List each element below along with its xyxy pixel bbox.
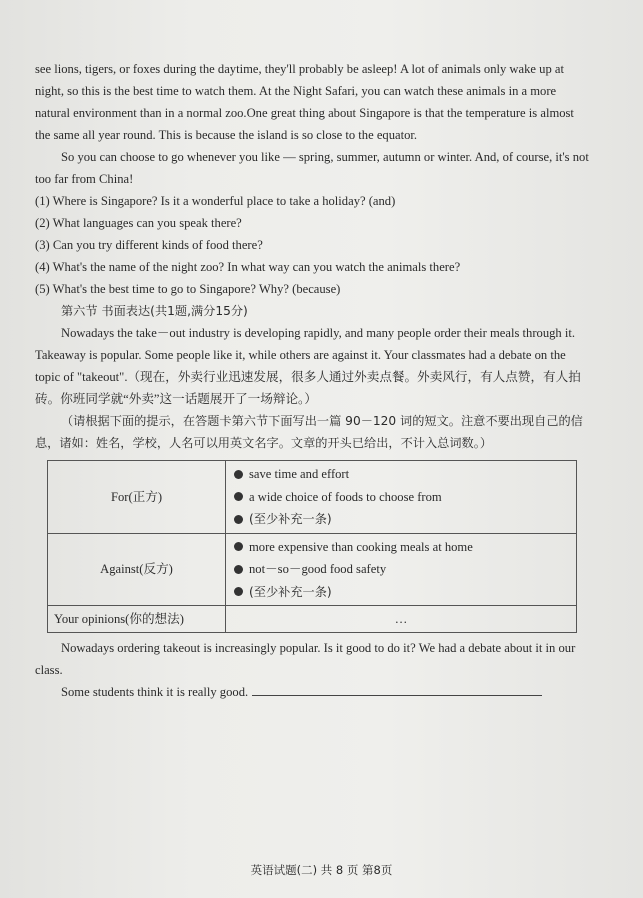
essay-start-2: Some students think it is really good.: [35, 681, 590, 703]
table-row-opinion: [48, 606, 577, 633]
table-row-for: [48, 461, 577, 534]
for-point: save time and effort: [234, 463, 568, 486]
against-points: [226, 533, 577, 606]
for-point: a wide choice of foods to choose from: [234, 486, 568, 509]
opinion-label: Your opinions(你的想法): [48, 606, 226, 633]
question-4: (4) What's the name of the night zoo? In what way can you watch the animals there?: [35, 260, 461, 274]
bullet-icon: [234, 565, 243, 574]
page-content: [35, 58, 590, 703]
essay-start-1: Nowadays ordering takeout is increasingly popular. Is it good to do it? We had a debate about it in our class.: [35, 641, 576, 677]
for-label: For(正方): [48, 461, 226, 534]
bullet-icon: [234, 492, 243, 501]
question-2: (2) What languages can you speak there?: [35, 216, 242, 230]
for-point: (至少补充一条): [234, 508, 568, 531]
question-5: (5) What's the best time to go to Singapore? Why? (because): [35, 282, 341, 296]
bullet-icon: [234, 515, 243, 524]
bullet-icon: [234, 587, 243, 596]
for-points: [226, 461, 577, 534]
writing-instructions: （请根据下面的提示，在答题卡第六节下面写出一篇 90－120 词的短文。注意不要出现自己的信息，诸如：姓名，学校，人名可以用英文名字。文章的开头已给出，不计入总词数。）: [35, 414, 583, 450]
writing-intro: Nowadays the take－out industry is developing rapidly, and many people order their meals through it. Takeaway is popular. Some people like it, while others are against it. Your classmates had a debate on the topic of "takeout".（现在，外卖行业迅速发展，很多人通过外卖点餐。外卖风行，有人点赞，有人拍砖。你班同学就“外卖”这一话题展开了一场辩论。）: [35, 326, 581, 406]
against-point: (至少补充一条): [234, 581, 568, 604]
passage-paragraph-2: So you can choose to go whenever you like — spring, summer, autumn or winter. And, of course, it's not too far from China!: [35, 150, 589, 186]
question-3: (3) Can you try different kinds of food there?: [35, 238, 263, 252]
question-1: (1) Where is Singapore? Is it a wonderful place to take a holiday? (and): [35, 194, 396, 208]
debate-table: [47, 460, 577, 633]
page-footer: 英语试题(二) 共 8 页 第8页: [250, 863, 393, 877]
table-row-against: [48, 533, 577, 606]
against-point: not－so－good food safety: [234, 558, 568, 581]
against-label: Against(反方): [48, 533, 226, 606]
section-heading: 第六节 书面表达(共1题,满分15分): [61, 304, 248, 318]
against-point: more expensive than cooking meals at home: [234, 536, 568, 559]
bullet-icon: [234, 542, 243, 551]
answer-blank: [252, 683, 542, 696]
bullet-icon: [234, 470, 243, 479]
passage-paragraph-1: see lions, tigers, or foxes during the daytime, they'll probably be asleep! A lot of animals only wake up at night, so this is the best time to watch them. At the Night Safari, you can watch these animals in a more natural environment than in a normal zoo.One great thing about Singapore is that the temperature is almost the same all year round. This is because the island is so close to the equator.: [35, 62, 574, 142]
opinion-value: …: [226, 606, 577, 633]
